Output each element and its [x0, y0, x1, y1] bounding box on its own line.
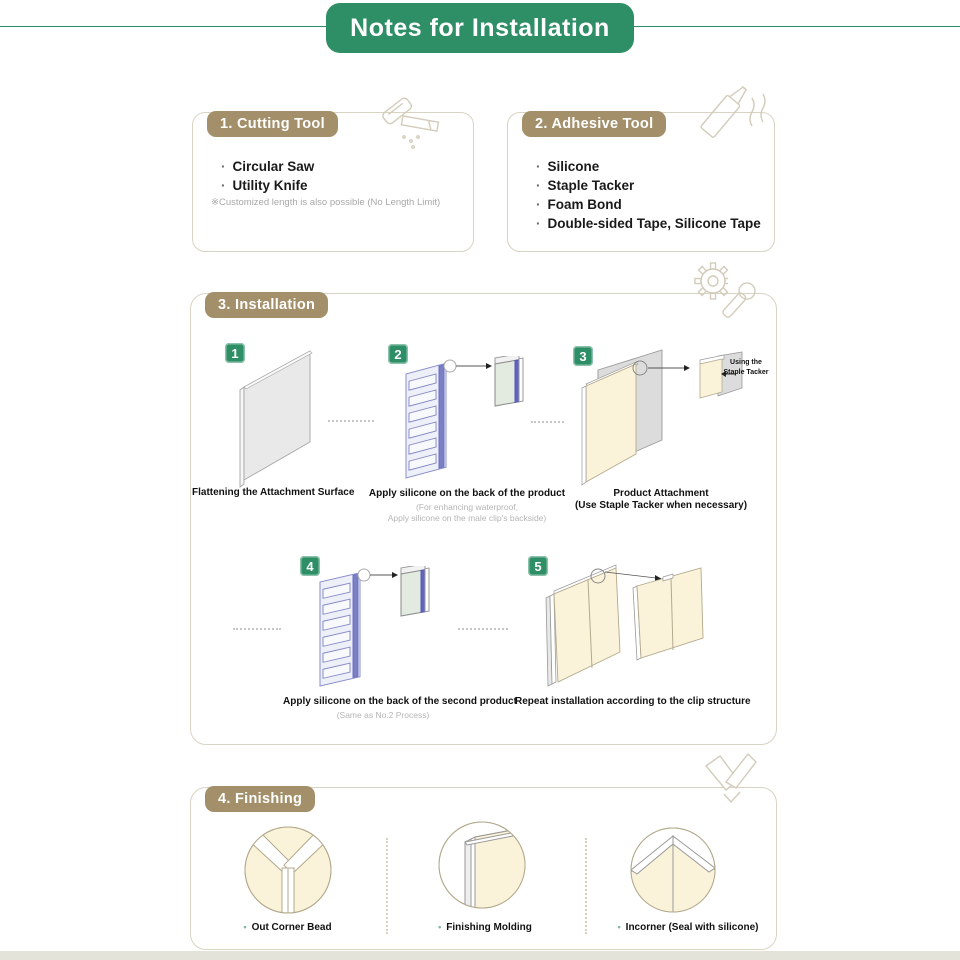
step-2-subnote: (For enhancing waterproof, — [415, 502, 519, 512]
step1-flat-panel-diagram — [232, 342, 327, 492]
bullet: · — [536, 178, 541, 193]
finishing-item-caption — [230, 922, 345, 933]
step-3-annotation: Staple Tacker — [723, 369, 769, 376]
bullet: · — [221, 159, 226, 174]
step-4-badge: 4 — [300, 556, 320, 576]
cutting-tool-label: 1. Cutting Tool — [207, 111, 338, 137]
list-item — [536, 197, 761, 212]
step-2-caption: Apply silicone on the back of the product — [368, 488, 566, 499]
bullet: · — [221, 178, 226, 193]
gear-wrench-icon — [686, 256, 760, 328]
bullet: • — [243, 922, 247, 932]
bullet: · — [536, 216, 541, 231]
finishing-item-caption — [608, 922, 768, 933]
list-item — [536, 216, 761, 231]
page-title: Notes for Installation — [326, 3, 634, 53]
step-1-badge: 1 — [225, 343, 245, 363]
step-3-caption: (Use Staple Tacker when necessary) — [574, 500, 748, 511]
step5-clip-repeat-diagram — [540, 556, 745, 688]
step4-silicone-panel-diagram — [312, 566, 437, 694]
finishing-item-label: Incorner (Seal with silicone) — [625, 922, 759, 933]
dotted-divider — [458, 628, 508, 630]
step-3-badge: 3 — [573, 346, 593, 366]
utility-knife-icon — [376, 93, 448, 155]
installation-label: 3. Installation — [205, 292, 328, 318]
finishing-label: 4. Finishing — [205, 786, 315, 812]
step-4-caption: Apply silicone on the back of the second product — [283, 696, 517, 707]
dotted-divider — [233, 628, 281, 630]
list-item-label: Silicone — [547, 159, 600, 174]
step-3-caption: Product Attachment — [613, 488, 709, 499]
list-item-label: Staple Tacker — [547, 178, 635, 193]
step-3-annotation: Using the — [730, 359, 762, 366]
step-1-caption: Flattening the Attachment Surface — [192, 487, 355, 498]
list-item-label: Utility Knife — [232, 178, 308, 193]
list-item-label: Foam Bond — [547, 197, 622, 212]
finishing-item-caption — [420, 922, 550, 933]
step-2-subnote: Apply silicone on the male clip's backside) — [387, 513, 547, 523]
dotted-divider — [531, 421, 564, 423]
corner-trim-icon — [698, 752, 760, 812]
step3-attachment-diagram — [578, 344, 778, 494]
bullet: · — [536, 159, 541, 174]
finishing-item-label: Finishing Molding — [446, 922, 532, 933]
dotted-divider — [585, 838, 587, 934]
incorner-diagram — [629, 826, 717, 914]
list-item — [536, 159, 761, 174]
list-item-label: Double-sided Tape, Silicone Tape — [547, 216, 761, 231]
step2-silicone-panel-diagram — [398, 356, 526, 484]
finishing-item-label: Out Corner Bead — [251, 922, 332, 933]
list-item — [221, 159, 314, 174]
cutting-note: ※Customized length is also possible (No Length Limit) — [211, 197, 441, 208]
cutting-tool-list — [221, 159, 314, 197]
out-corner-bead-diagram — [243, 825, 333, 915]
step-4-subnote: (Same as No.2 Process) — [336, 710, 430, 720]
adhesive-tool-label: 2. Adhesive Tool — [522, 111, 666, 137]
silicone-tube-icon — [692, 70, 772, 155]
dotted-divider — [328, 420, 374, 422]
finishing-molding-diagram — [437, 820, 527, 910]
bullet: · — [536, 197, 541, 212]
adhesive-tool-list — [536, 159, 761, 235]
bullet: • — [438, 922, 442, 932]
bullet: • — [617, 922, 621, 932]
list-item-label: Circular Saw — [232, 159, 315, 174]
list-item — [221, 178, 314, 193]
step-2-badge: 2 — [388, 344, 408, 364]
dotted-divider — [386, 838, 388, 934]
step-5-caption: Repeat installation according to the clip structure — [515, 696, 751, 707]
step-5-badge: 5 — [528, 556, 548, 576]
footer-band — [0, 951, 960, 960]
list-item — [536, 178, 761, 193]
